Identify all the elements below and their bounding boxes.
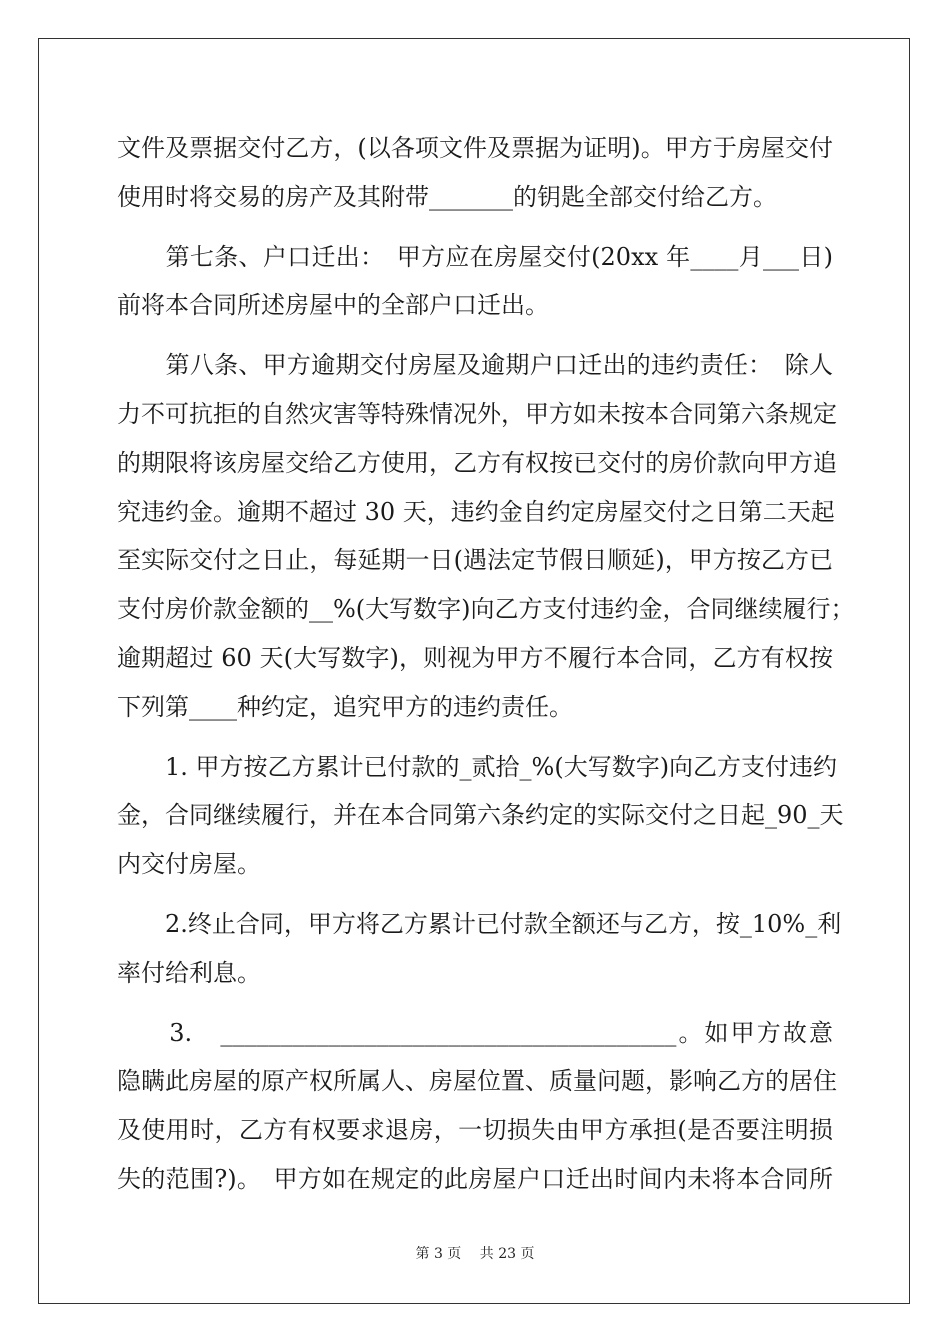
text-line: 内交付房屋。 (117, 850, 261, 879)
paragraph (117, 1009, 837, 1204)
text-line: 至实际交付之日止，每延期一日(遇法定节假日顺延)，甲方按乙方已 (117, 546, 833, 575)
paragraph-gap (117, 732, 833, 743)
document-body (117, 124, 855, 1204)
text-line: 下列第____种约定，追究甲方的违约责任。 (117, 692, 573, 721)
text-line: 3. ______________________________________。如甲方故意 (117, 1018, 833, 1047)
paragraph (117, 743, 844, 889)
text-line: 第七条、户口迁出： 甲方应在房屋交付(20xx 年____月___日) (117, 242, 833, 271)
text-line: 的期限将该房屋交给乙方使用，乙方有权按已交付的房价款向甲方追 (117, 448, 837, 477)
paragraph (117, 900, 842, 998)
text-line: 金，合同继续履行，并在本合同第六条约定的实际交付之日起_90_天 (117, 801, 844, 830)
paragraph (117, 233, 833, 331)
paragraph-gap (117, 889, 833, 900)
text-line: 率付给利息。 (117, 958, 261, 987)
text-line: 2.终止合同，甲方将乙方累计已付款全额还与乙方，按_10%_利 (117, 909, 842, 938)
text-line: 文件及票据交付乙方，(以各项文件及票据为证明)。甲方于房屋交付 (117, 134, 833, 162)
text-line: 失的范围?)。 甲方如在规定的此房屋户口迁出时间内未将本合同所 (117, 1164, 833, 1193)
paragraph-gap (117, 222, 833, 233)
text-line: 及使用时，乙方有权要求退房，一切损失由甲方承担(是否要注明损 (117, 1116, 833, 1145)
page-number: 第 3 页 共 23 页 (415, 1246, 535, 1262)
text-line: 前将本合同所述房屋中的全部户口迁出。 (117, 291, 549, 320)
text-line: 使用时将交易的房产及其附带_______的钥匙全部交付给乙方。 (117, 182, 777, 211)
text-line: 逾期超过 60 天(大写数字)，则视为甲方不履行本合同，乙方有权按 (117, 643, 833, 672)
paragraph (117, 124, 833, 222)
paragraph (117, 341, 855, 731)
paragraph-gap (117, 330, 833, 341)
text-line: 第八条、甲方逾期交付房屋及逾期户口迁出的违约责任： 除人 (117, 351, 833, 380)
text-line: 究违约金。逾期不超过 30 天，违约金自约定房屋交付之日第二天起 (117, 497, 835, 526)
text-line: 隐瞒此房屋的原产权所属人、房屋位置、质量问题，影响乙方的居住 (117, 1067, 837, 1096)
paragraph-gap (117, 998, 833, 1009)
text-line: 1. 甲方按乙方累计已付款的_贰拾_%(大写数字)向乙方支付违约 (117, 752, 838, 781)
text-line: 力不可抗拒的自然灾害等特殊情况外，甲方如未按本合同第六条规定 (117, 399, 837, 428)
text-line: 支付房价款金额的__%(大写数字)向乙方支付违约金，合同继续履行； (117, 595, 855, 624)
